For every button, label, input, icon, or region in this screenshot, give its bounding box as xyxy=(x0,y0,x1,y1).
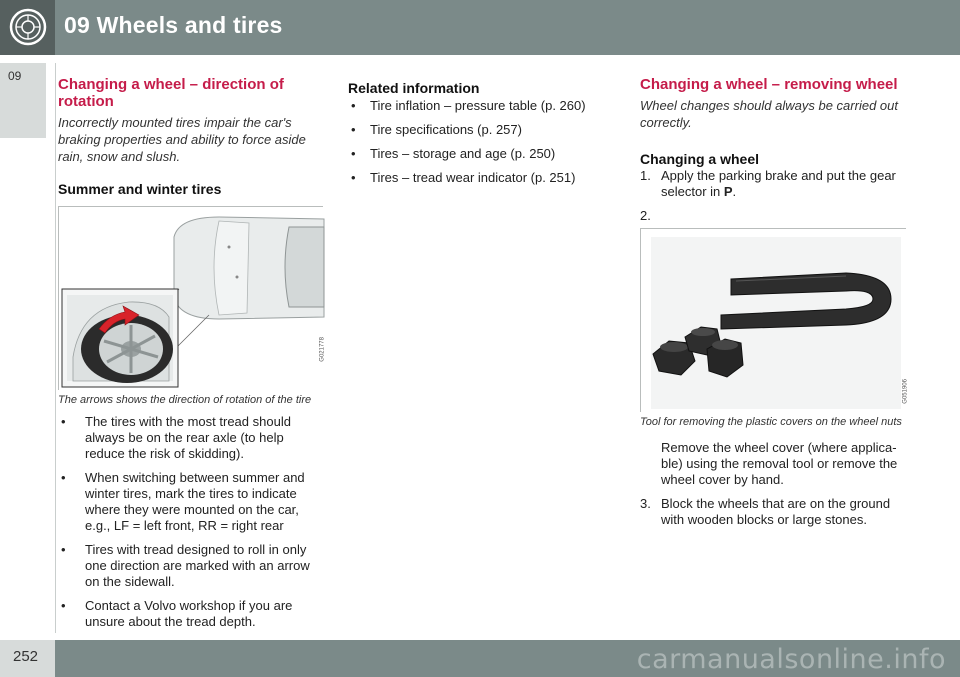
subheading-summer-winter: Summer and winter tires xyxy=(58,181,222,197)
figure-tire-rotation xyxy=(58,206,326,390)
steps-list xyxy=(640,168,908,200)
tire-icon xyxy=(9,8,47,46)
figure-code: G051906 xyxy=(903,379,909,404)
header-icon-box xyxy=(0,0,55,55)
page-footer xyxy=(55,640,960,677)
rotation-bullet-list xyxy=(58,414,323,630)
section-lead-rotation: Incorrectly mounted tires impair the car's braking properties and ability to force aside rain, snow and slush. xyxy=(58,115,306,164)
column-related-information xyxy=(348,80,593,194)
list-item: • The tires with the most tread should always be on the rear axle (to help reduce the risk of skidding). xyxy=(58,414,323,462)
section-heading-rotation: Changing a wheel – direction of rotation xyxy=(58,76,284,110)
figure-caption-rotation: The arrows shows the direction of rotation of the tire xyxy=(58,394,312,406)
related-link-tire-specifications[interactable]: • Tire specifications (p. 257) xyxy=(348,122,593,138)
watermark: carmanualsonline.info xyxy=(636,644,946,675)
page-header xyxy=(0,0,960,55)
column-removing-wheel xyxy=(640,76,908,528)
figure-caption-removal-tool: Tool for removing the plastic covers on the wheel nuts xyxy=(640,416,902,428)
step-number: 3. xyxy=(640,496,651,511)
step-number: 1. xyxy=(640,168,651,183)
margin-divider xyxy=(55,63,56,633)
chapter-tab xyxy=(0,63,46,138)
car-wheel-illustration xyxy=(59,207,324,391)
step-text: Apply the parking brake and put the gear selector in xyxy=(661,168,896,199)
page-number-box xyxy=(0,640,55,677)
related-info-heading: Related information xyxy=(348,80,480,96)
step-3 xyxy=(640,496,908,528)
figure-removal-tool xyxy=(640,228,909,412)
step-1 xyxy=(640,168,908,200)
related-link-storage-age[interactable]: • Tires – storage and age (p. 250) xyxy=(348,146,593,162)
step-text: Block the wheels that are on the ground with wooden blocks or large stones. xyxy=(661,496,891,527)
subheading-changing-wheel: Changing a wheel xyxy=(640,151,760,167)
page-number: 252 xyxy=(13,648,39,665)
steps-list-continued xyxy=(640,496,908,528)
gear-position: P xyxy=(723,184,733,199)
list-item: • Tires with tread designed to roll in only one direction are marked with an arrow on the sidewall. xyxy=(58,542,323,590)
section-heading-removing: Changing a wheel – removing wheel xyxy=(640,76,898,93)
figure-code: G021778 xyxy=(320,337,326,362)
related-link-tread-wear[interactable]: • Tires – tread wear indicator (p. 251) xyxy=(348,170,593,186)
step-text-end: . xyxy=(732,184,737,199)
related-info-list xyxy=(348,98,593,186)
chapter-tab-label: 09 xyxy=(8,69,22,83)
list-item: • When switching between summer and winter tires, mark the tires to indicate where they were mounted on the car, e.g., LF = left front, RR = right rear xyxy=(58,470,323,534)
step-2-text: Remove the wheel cover (where applica-ble) using the removal tool or remove the wheel cover by hand. xyxy=(661,440,898,487)
page-title: 09 Wheels and tires xyxy=(64,12,283,38)
column-direction-of-rotation xyxy=(58,76,326,638)
list-item: • Contact a Volvo workshop if you are unsure about the tread depth. xyxy=(58,598,323,630)
removal-tool-illustration xyxy=(641,229,907,413)
section-lead-removing: Wheel changes should always be carried out correctly. xyxy=(640,98,898,130)
related-link-pressure-table[interactable]: • Tire inflation – pressure table (p. 260) xyxy=(348,98,593,114)
step-2-number: 2. xyxy=(640,208,651,223)
